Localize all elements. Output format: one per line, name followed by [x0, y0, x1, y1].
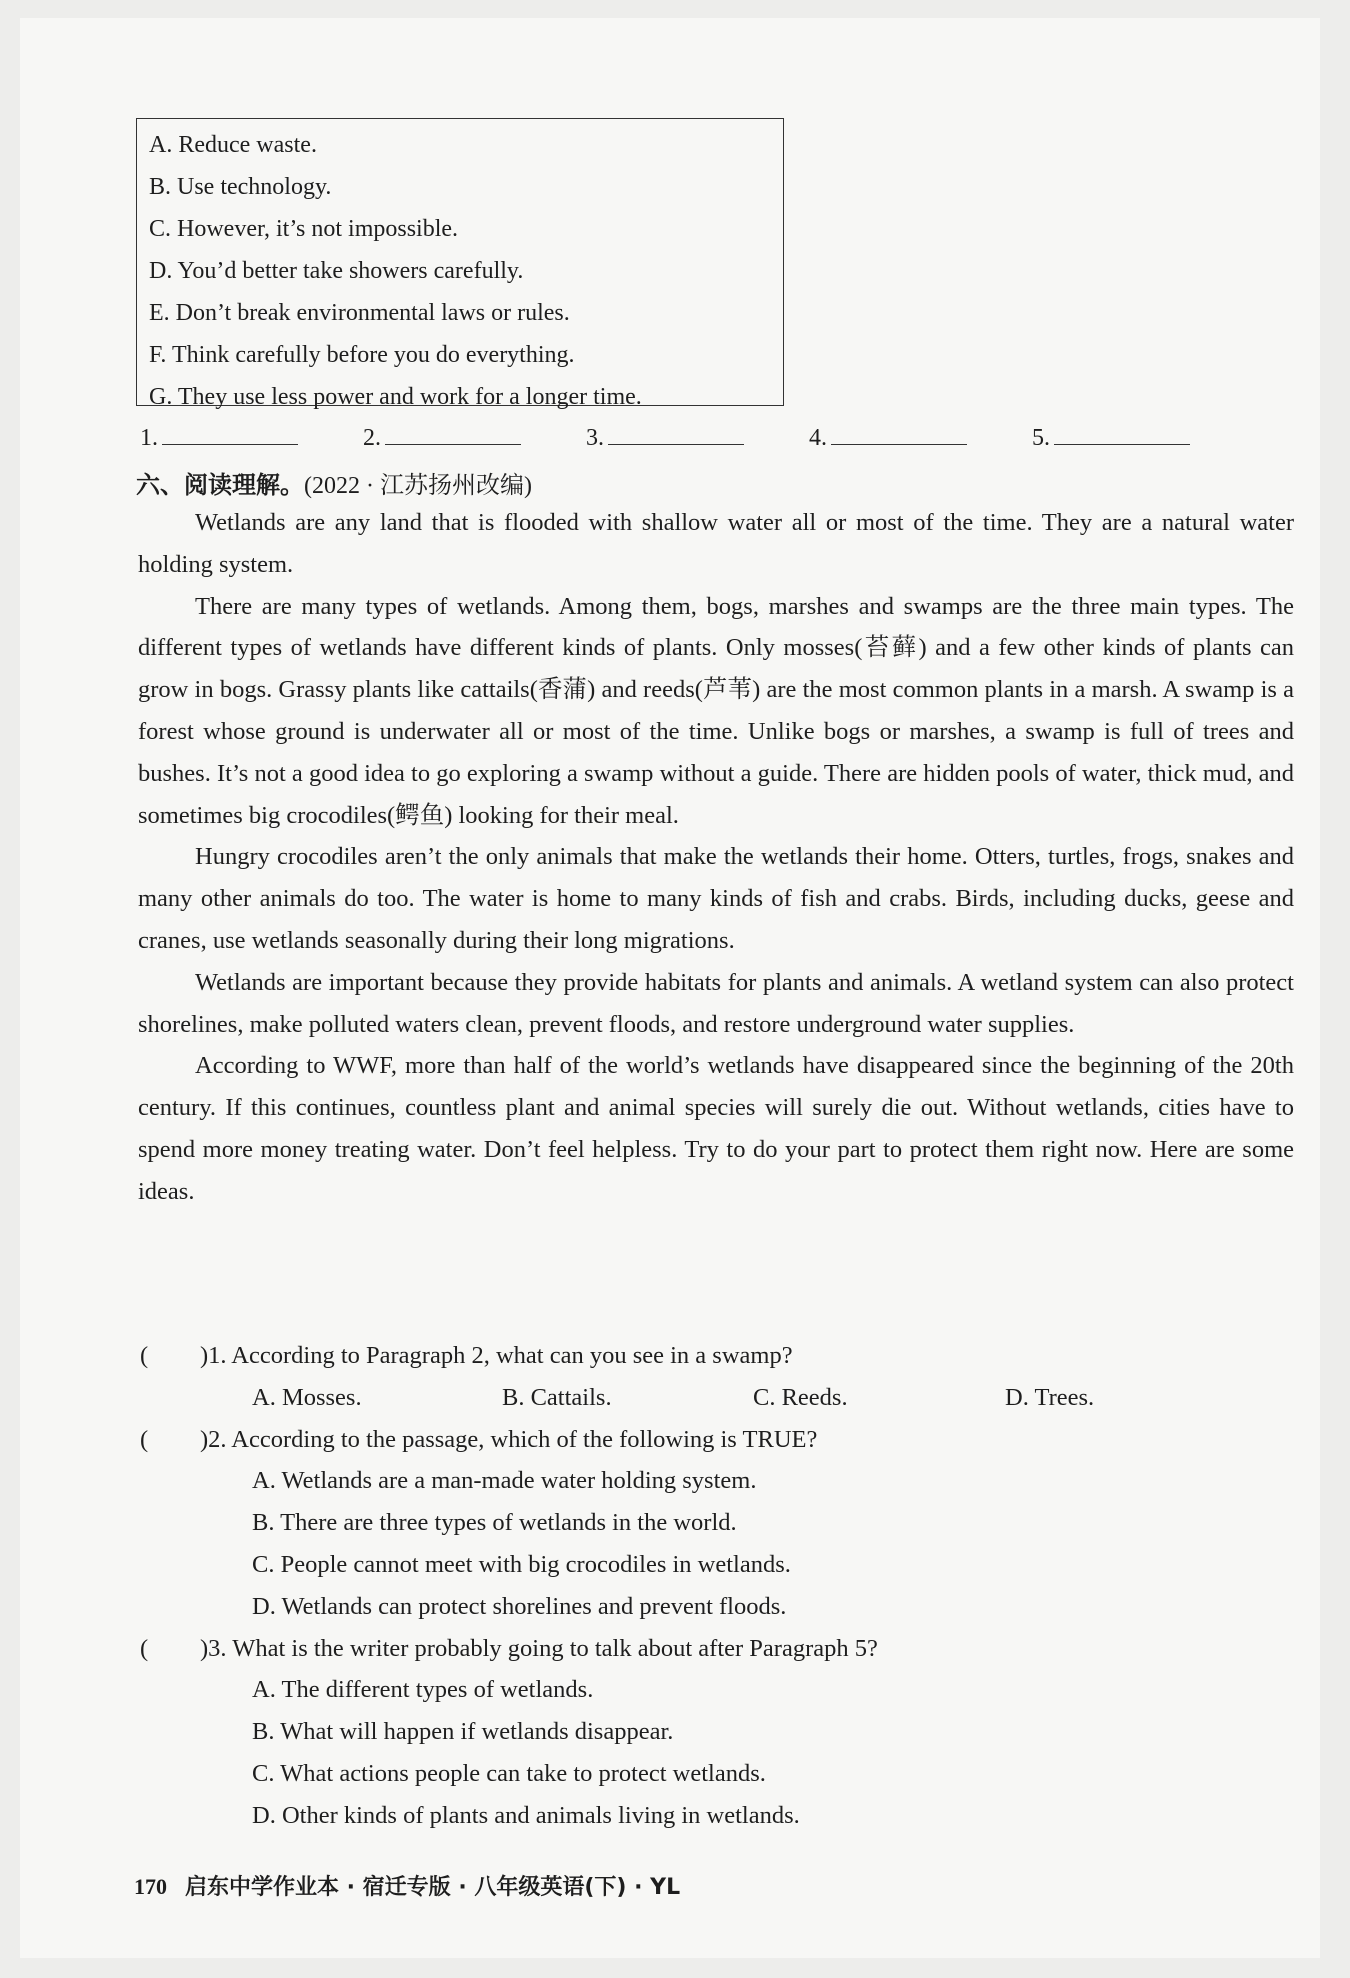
choice: A. Wetlands are a man-made water holding system.	[252, 1467, 757, 1495]
paragraph-1: Wetlands are any land that is flooded with shallow water all or most of the time. They are a natural water holding system.	[138, 509, 1294, 578]
paragraph-2: There are many types of wetlands. Among them, bogs, marshes and swamps are the three main types. The different types of wetlands have different kinds of plants. Only mosses(苔藓) and a few other kinds of plants can grow in bogs. Grassy plants like cattails(香蒲) and reeds(芦苇) are the most common plants in a marsh. A swamp is a forest whose ground is underwater all or most of the time. Unlike bogs or marshes, a swamp is full of trees and bushes. It’s not a good idea to go exploring a swamp without a guide. There are hidden pools of water, thick mud, and sometimes big crocodiles(鳄鱼) looking for their meal.	[138, 592, 1294, 829]
blank-number: 3.	[586, 425, 604, 451]
question-stem: )3. What is the writer probably going to talk about after Paragraph 5?	[200, 1634, 878, 1662]
answer-paren[interactable]: (	[140, 1342, 149, 1369]
reading-passage	[138, 502, 1294, 1213]
page-footer	[134, 1870, 680, 1901]
option-f: F. Think carefully before you do everything.	[149, 342, 575, 368]
options-box	[136, 118, 784, 410]
answer-blank-1[interactable]	[140, 420, 298, 452]
page-number: 170	[134, 1874, 167, 1899]
question-list	[140, 1335, 1300, 1837]
question-stem: )1. According to Paragraph 2, what can you see in a swamp?	[200, 1342, 793, 1369]
option-b: B. Use technology.	[149, 174, 332, 200]
answer-blank-3[interactable]	[586, 420, 744, 452]
section-title: 六、阅读理解。	[136, 471, 304, 499]
choice: D. Trees.	[1005, 1383, 1095, 1411]
book-title: 启东中学作业本 · 宿迁专版 · 八年级英语(下) · YL	[185, 1875, 681, 1900]
paragraph-3: Hungry crocodiles aren’t the only animals that make the wetlands their home. Otters, turtles, frogs, snakes and many other animals do too. The water is home to many kinds of fish and crabs. Birds, including ducks, geese and cranes, use wetlands seasonally during their long migrations.	[138, 843, 1294, 954]
choice: B. There are three types of wetlands in the world.	[252, 1509, 737, 1537]
answer-paren[interactable]: (	[140, 1425, 149, 1453]
option-c: C. However, it’s not impossible.	[149, 216, 459, 242]
blank-number: 4.	[809, 425, 827, 451]
section-source: (2022 · 江苏扬州改编)	[304, 473, 532, 499]
answer-paren[interactable]: (	[140, 1634, 149, 1662]
option-g: G. They use less power and work for a longer time.	[149, 384, 642, 410]
choice: A. Mosses.	[252, 1383, 362, 1411]
section-heading	[136, 465, 532, 500]
blank-number: 2.	[363, 425, 381, 451]
blank-line	[162, 420, 298, 445]
question-2	[140, 1419, 1300, 1461]
question-1-options	[140, 1377, 1300, 1419]
choice: C. Reeds.	[753, 1383, 848, 1411]
option-e: E. Don’t break environmental laws or rules.	[149, 300, 570, 326]
answer-blanks	[140, 420, 1240, 458]
choice: C. What actions people can take to protect wetlands.	[252, 1759, 766, 1787]
blank-number: 5.	[1032, 425, 1050, 451]
option-a: A. Reduce waste.	[149, 132, 317, 158]
paragraph-5: According to WWF, more than half of the world’s wetlands have disappeared since the beginning of the 20th century. If this continues, countless plant and animal species will surely die out. Without wetlands, cities have to spend more money treating water. Don’t feel helpless. Try to do your part to protect them right now. Here are some ideas.	[138, 1052, 1294, 1205]
answer-blank-2[interactable]	[363, 420, 521, 452]
blank-line	[1054, 420, 1190, 445]
choice: B. What will happen if wetlands disappear.	[252, 1718, 674, 1746]
choice: B. Cattails.	[502, 1383, 612, 1411]
answer-blank-4[interactable]	[809, 420, 967, 452]
worksheet-page	[20, 18, 1320, 1958]
option-d: D. You’d better take showers carefully.	[149, 258, 524, 284]
choice: D. Wetlands can protect shorelines and prevent floods.	[252, 1592, 787, 1620]
blank-line	[608, 420, 744, 445]
choice: A. The different types of wetlands.	[252, 1676, 594, 1704]
answer-blank-5[interactable]	[1032, 420, 1190, 452]
choice: D. Other kinds of plants and animals living in wetlands.	[252, 1801, 800, 1829]
question-stem: )2. According to the passage, which of the following is TRUE?	[200, 1425, 818, 1453]
blank-line	[831, 420, 967, 445]
question-3	[140, 1628, 1300, 1670]
blank-number: 1.	[140, 425, 158, 451]
choice: C. People cannot meet with big crocodiles in wetlands.	[252, 1550, 791, 1578]
question-1	[140, 1335, 1300, 1377]
blank-line	[385, 420, 521, 445]
paragraph-4: Wetlands are important because they provide habitats for plants and animals. A wetland system can also protect shorelines, make polluted waters clean, prevent floods, and restore underground water supplies.	[138, 968, 1294, 1038]
